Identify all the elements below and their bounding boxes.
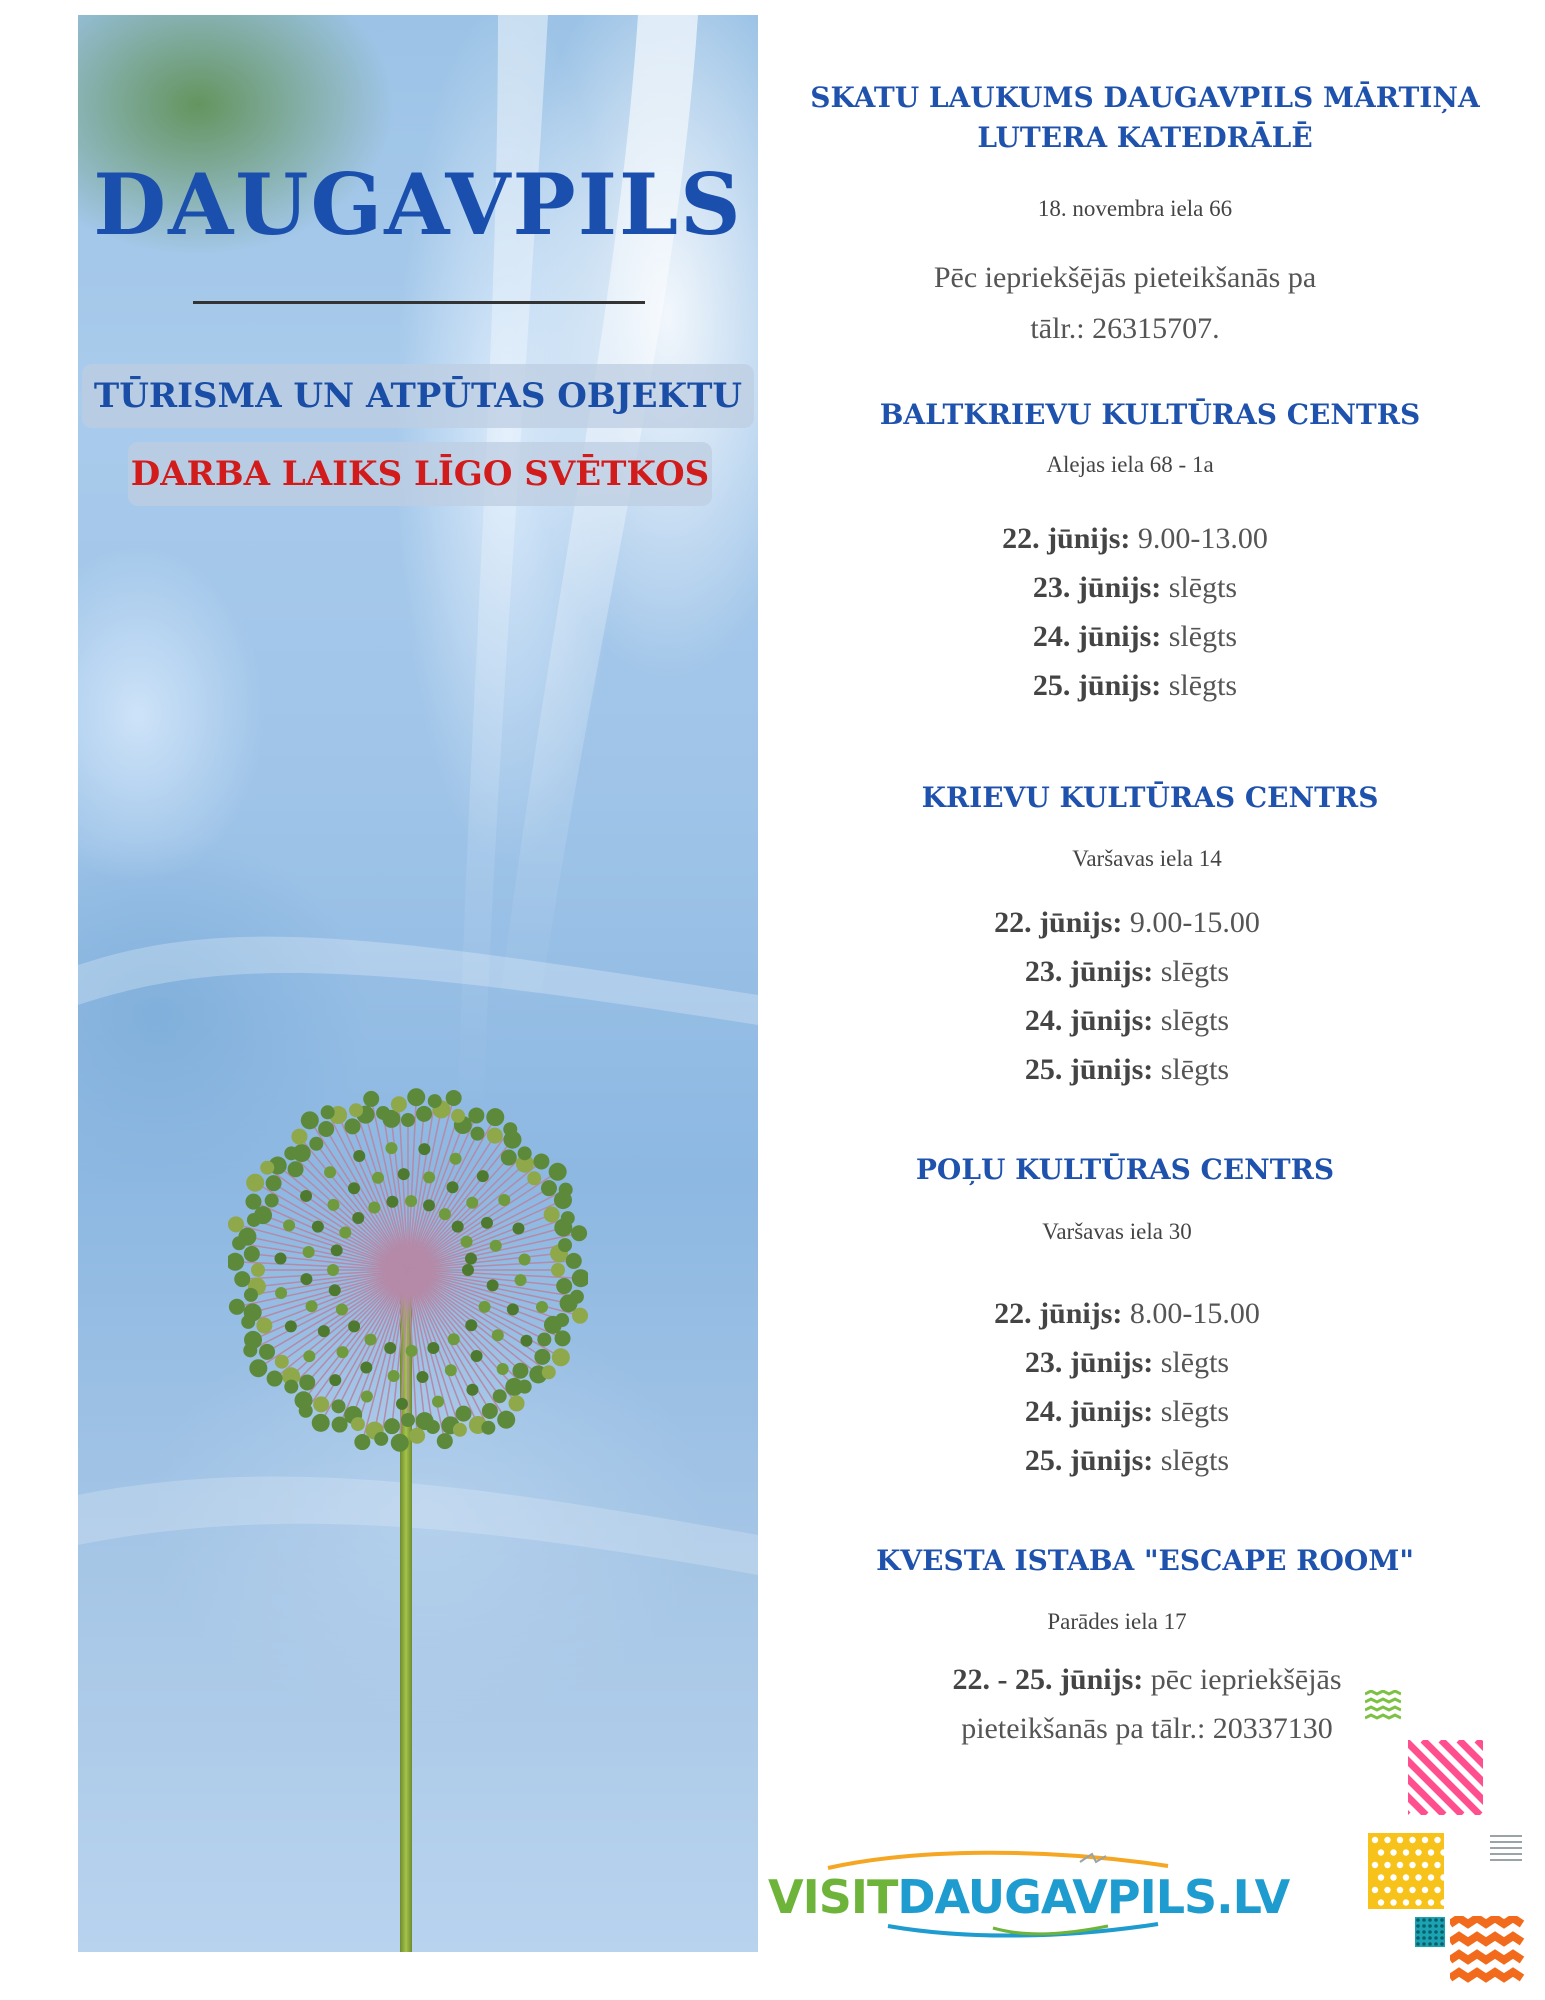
yellow-dots-deco xyxy=(1368,1833,1444,1909)
hours-day: 22. jūnijs: xyxy=(1002,522,1131,555)
hours-time: 9.00-13.00 xyxy=(1130,522,1268,555)
hours-row xyxy=(780,661,1490,710)
hours-row xyxy=(780,612,1490,661)
hours-row xyxy=(780,514,1490,563)
teal-dots-deco xyxy=(1415,1917,1445,1947)
pink-stripes-deco xyxy=(1408,1740,1483,1815)
logo-city: DAUGAVPILS.LV xyxy=(897,1870,1290,1924)
hours-row xyxy=(772,1436,1482,1485)
venue-name: BALTKRIEVU KULTŪRAS CENTRS xyxy=(879,398,1421,431)
hours-day: 22. jūnijs: xyxy=(994,1297,1123,1330)
hours-day: 24. jūnijs: xyxy=(1032,620,1162,653)
hours-day: 24. jūnijs: xyxy=(1024,1004,1154,1037)
venue-note-line1: Pēc iepriekšējās pieteikšanās pa xyxy=(933,261,1317,294)
hours-day: 23. jūnijs: xyxy=(1024,1346,1154,1379)
visitdaugavpils-logo[interactable] xyxy=(768,1848,1290,1938)
hours-row xyxy=(772,947,1482,996)
venue-address: Varšavas iela 30 xyxy=(1042,1219,1192,1244)
venue-cathedral-note xyxy=(770,252,1480,354)
venue-name: POĻU KULTŪRAS CENTRS xyxy=(915,1153,1335,1186)
venue-belarusian-hours xyxy=(780,514,1490,710)
venue-belarusian-address xyxy=(775,452,1485,478)
venue-russian-hours xyxy=(772,898,1482,1094)
hours-time: slēgts xyxy=(1153,1346,1230,1379)
venue-note-line2: tālr.: 26315707. xyxy=(1030,312,1220,345)
hours-row xyxy=(772,1289,1482,1338)
venue-name-line2: LUTERA KATEDRĀLĒ xyxy=(977,121,1313,154)
hours-day: 25. jūnijs: xyxy=(1032,669,1162,702)
venue-name-line1: SKATU LAUKUMS DAUGAVPILS MĀRTIŅA xyxy=(810,81,1480,114)
venue-russian xyxy=(795,778,1505,818)
venue-belarusian xyxy=(795,395,1505,435)
hours-row xyxy=(772,898,1482,947)
hours-day: 23. jūnijs: xyxy=(1032,571,1162,604)
logo-text xyxy=(768,1870,1289,1924)
venue-name: KVESTA ISTABA "ESCAPE ROOM" xyxy=(876,1544,1414,1577)
venue-polish-hours xyxy=(772,1289,1482,1485)
fountain-spray-graphic xyxy=(78,15,758,1952)
venue-escape-room xyxy=(790,1541,1500,1581)
orange-zigzag-deco xyxy=(1450,1916,1525,1992)
hours-time: slēgts xyxy=(1153,1444,1230,1477)
note-text-line2: pieteikšanās pa tālr.: 20337130 xyxy=(961,1712,1333,1745)
hours-row xyxy=(780,563,1490,612)
hours-day: 22. - 25. jūnijs: xyxy=(952,1663,1144,1696)
green-waves-deco xyxy=(1365,1690,1401,1724)
hours-day: 23. jūnijs: xyxy=(1024,955,1154,988)
venue-cathedral-details xyxy=(780,196,1500,222)
subtitle-badge: TŪRISMA UN ATPŪTAS OBJEKTU xyxy=(82,364,754,428)
hours-time: 8.00-15.00 xyxy=(1122,1297,1260,1330)
venue-russian-address xyxy=(792,846,1502,872)
hours-day: 24. jūnijs: xyxy=(1024,1395,1154,1428)
hours-row xyxy=(772,1338,1482,1387)
venue-address: 18. novembra iela 66 xyxy=(1037,196,1233,221)
page-title: DAUGAVPILS xyxy=(93,155,743,254)
venue-address: Parādes iela 17 xyxy=(1047,1609,1187,1634)
hours-time: slēgts xyxy=(1153,955,1230,988)
hours-row xyxy=(772,996,1482,1045)
venue-polish xyxy=(770,1150,1480,1190)
venue-address: Alejas iela 68 - 1a xyxy=(1046,452,1214,477)
hours-row xyxy=(772,1045,1482,1094)
venue-cathedral xyxy=(790,78,1500,158)
logo-visit: VISIT xyxy=(768,1870,898,1924)
hours-time: slēgts xyxy=(1153,1395,1230,1428)
hours-time: slēgts xyxy=(1161,620,1238,653)
hours-day: 25. jūnijs: xyxy=(1024,1053,1154,1086)
hours-time: slēgts xyxy=(1161,571,1238,604)
holiday-badge: DARBA LAIKS LĪGO SVĒTKOS xyxy=(128,442,712,506)
grey-lines-deco xyxy=(1490,1833,1522,1865)
hours-row xyxy=(772,1387,1482,1436)
venue-address: Varšavas iela 14 xyxy=(1072,846,1222,871)
note-text: pēc iepriekšējās xyxy=(1143,1663,1342,1696)
hero-photo xyxy=(78,15,758,1952)
venue-polish-address xyxy=(762,1219,1472,1245)
allium-flower-graphic xyxy=(228,1080,588,1460)
hours-time: slēgts xyxy=(1153,1004,1230,1037)
hours-time: slēgts xyxy=(1153,1053,1230,1086)
venue-escape-room-address xyxy=(762,1609,1472,1635)
hours-time: 9.00-15.00 xyxy=(1122,906,1260,939)
venue-name: KRIEVU KULTŪRAS CENTRS xyxy=(921,781,1379,814)
hours-day: 25. jūnijs: xyxy=(1024,1444,1154,1477)
hours-day: 22. jūnijs: xyxy=(994,906,1123,939)
title-divider xyxy=(193,301,645,304)
hours-time: slēgts xyxy=(1161,669,1238,702)
